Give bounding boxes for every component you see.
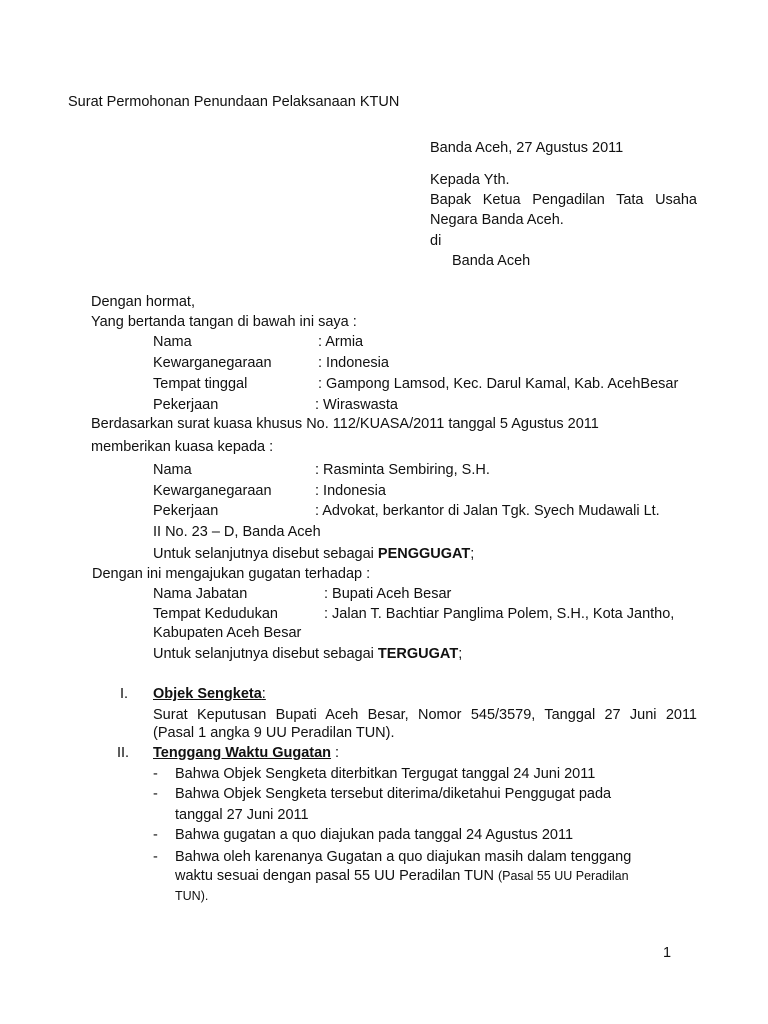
recipient-line2: Negara Banda Aceh. <box>430 212 564 228</box>
section-2-heading-text: Tenggang Waktu Gugatan <box>153 745 332 761</box>
attorney-citizenship-value: : Indonesia <box>315 483 386 499</box>
attorney-citizenship-label: Kewarganegaraan <box>153 483 272 499</box>
section-2-item-2-line2: tanggal 27 Juni 2011 <box>175 807 309 823</box>
section-2-heading-suffix: : <box>331 745 340 761</box>
bullet-dash: - <box>153 786 158 802</box>
designation-term: TERGUGAT <box>377 646 459 662</box>
designation-suffix: ; <box>470 546 475 562</box>
designation-prefix: Untuk selanjutnya disebut sebagai <box>153 546 378 562</box>
designation-suffix: ; <box>458 646 463 662</box>
designation-term: PENGGUGAT <box>377 546 471 562</box>
bullet-dash: - <box>153 849 158 865</box>
plaintiff-occupation-label: Pekerjaan <box>153 397 219 413</box>
greeting: Dengan hormat, <box>91 294 195 310</box>
defendant-position-label: Nama Jabatan <box>153 586 248 602</box>
section-1-line2: (Pasal 1 angka 9 UU Peradilan TUN). <box>153 725 395 741</box>
section-2-item-4-line3: TUN). <box>175 889 209 903</box>
document-title: Surat Permohonan Penundaan Pelaksanaan KTUN <box>68 94 400 110</box>
recipient-city: Banda Aceh <box>452 253 531 269</box>
defendant-intro: Dengan ini mengajukan gugatan terhadap : <box>92 566 371 582</box>
page-number: 1 <box>663 945 672 961</box>
bullet-dash: - <box>153 766 158 782</box>
section-2-heading <box>153 744 339 762</box>
attorney-occupation-continuation: II No. 23 – D, Banda Aceh <box>153 524 321 540</box>
attorney-occupation-label: Pekerjaan <box>153 503 219 519</box>
attorney-name-value: : Rasminta Sembiring, S.H. <box>315 462 490 478</box>
bullet-dash: - <box>153 827 158 843</box>
defendant-seat-label: Tempat Kedudukan <box>153 606 278 622</box>
section-2-numeral: II. <box>117 745 130 761</box>
plaintiff-residence-label: Tempat tinggal <box>153 376 248 392</box>
section-1-line1: Surat Keputusan Bupati Aceh Besar, Nomor 545/3579, Tanggal 27 Juni 2011 <box>153 707 697 723</box>
section-1-heading <box>153 685 266 703</box>
intro-line: Yang bertanda tangan di bawah ini saya : <box>91 314 357 330</box>
recipient-line1: Bapak Ketua Pengadilan Tata Usaha <box>430 192 697 208</box>
section-1-heading-suffix: : <box>261 686 266 702</box>
attorney-occupation-value: : Advokat, berkantor di Jalan Tgk. Syech Mudawali Lt. <box>315 503 660 519</box>
defendant-designation <box>153 645 462 663</box>
defendant-position-value: : Bupati Aceh Besar <box>324 586 452 602</box>
plaintiff-designation <box>153 545 474 563</box>
plaintiff-name-label: Nama <box>153 334 192 350</box>
designation-prefix: Untuk selanjutnya disebut sebagai <box>153 646 378 662</box>
item-4-main-text: waktu sesuai dengan pasal 55 UU Peradilan TUN <box>175 868 498 884</box>
attorney-name-label: Nama <box>153 462 192 478</box>
place-date: Banda Aceh, 27 Agustus 2011 <box>430 140 624 156</box>
plaintiff-occupation-value: : Wiraswasta <box>315 397 398 413</box>
power-of-attorney-grant: memberikan kuasa kepada : <box>91 439 274 455</box>
recipient-salutation: Kepada Yth. <box>430 172 510 188</box>
section-2-item-4-line1: Bahwa oleh karenanya Gugatan a quo diajukan masih dalam tenggang <box>175 849 632 865</box>
recipient-di: di <box>430 233 442 249</box>
plaintiff-residence-value: : Gampong Lamsod, Kec. Darul Kamal, Kab. AcehBesar <box>318 376 679 392</box>
section-2-item-3: Bahwa gugatan a quo diajukan pada tanggal 24 Agustus 2011 <box>175 827 574 843</box>
plaintiff-name-value: : Armia <box>318 334 364 350</box>
defendant-seat-continuation: Kabupaten Aceh Besar <box>153 625 302 641</box>
section-2-item-4-line2 <box>175 867 629 885</box>
section-2-item-2-line1: Bahwa Objek Sengketa tersebut diterima/diketahui Penggugat pada <box>175 786 612 802</box>
power-of-attorney-line: Berdasarkan surat kuasa khusus No. 112/KUASA/2011 tanggal 5 Agustus 2011 <box>91 416 599 432</box>
plaintiff-citizenship-label: Kewarganegaraan <box>153 355 272 371</box>
section-1-heading-text: Objek Sengketa <box>153 686 262 702</box>
section-2-item-1: Bahwa Objek Sengketa diterbitkan Tergugat tanggal 24 Juni 2011 <box>175 766 596 782</box>
item-4-small-text: (Pasal 55 UU Peradilan <box>497 869 629 883</box>
plaintiff-citizenship-value: : Indonesia <box>318 355 389 371</box>
defendant-seat-value: : Jalan T. Bachtiar Panglima Polem, S.H., Kota Jantho, <box>324 606 675 622</box>
section-1-numeral: I. <box>120 686 129 702</box>
